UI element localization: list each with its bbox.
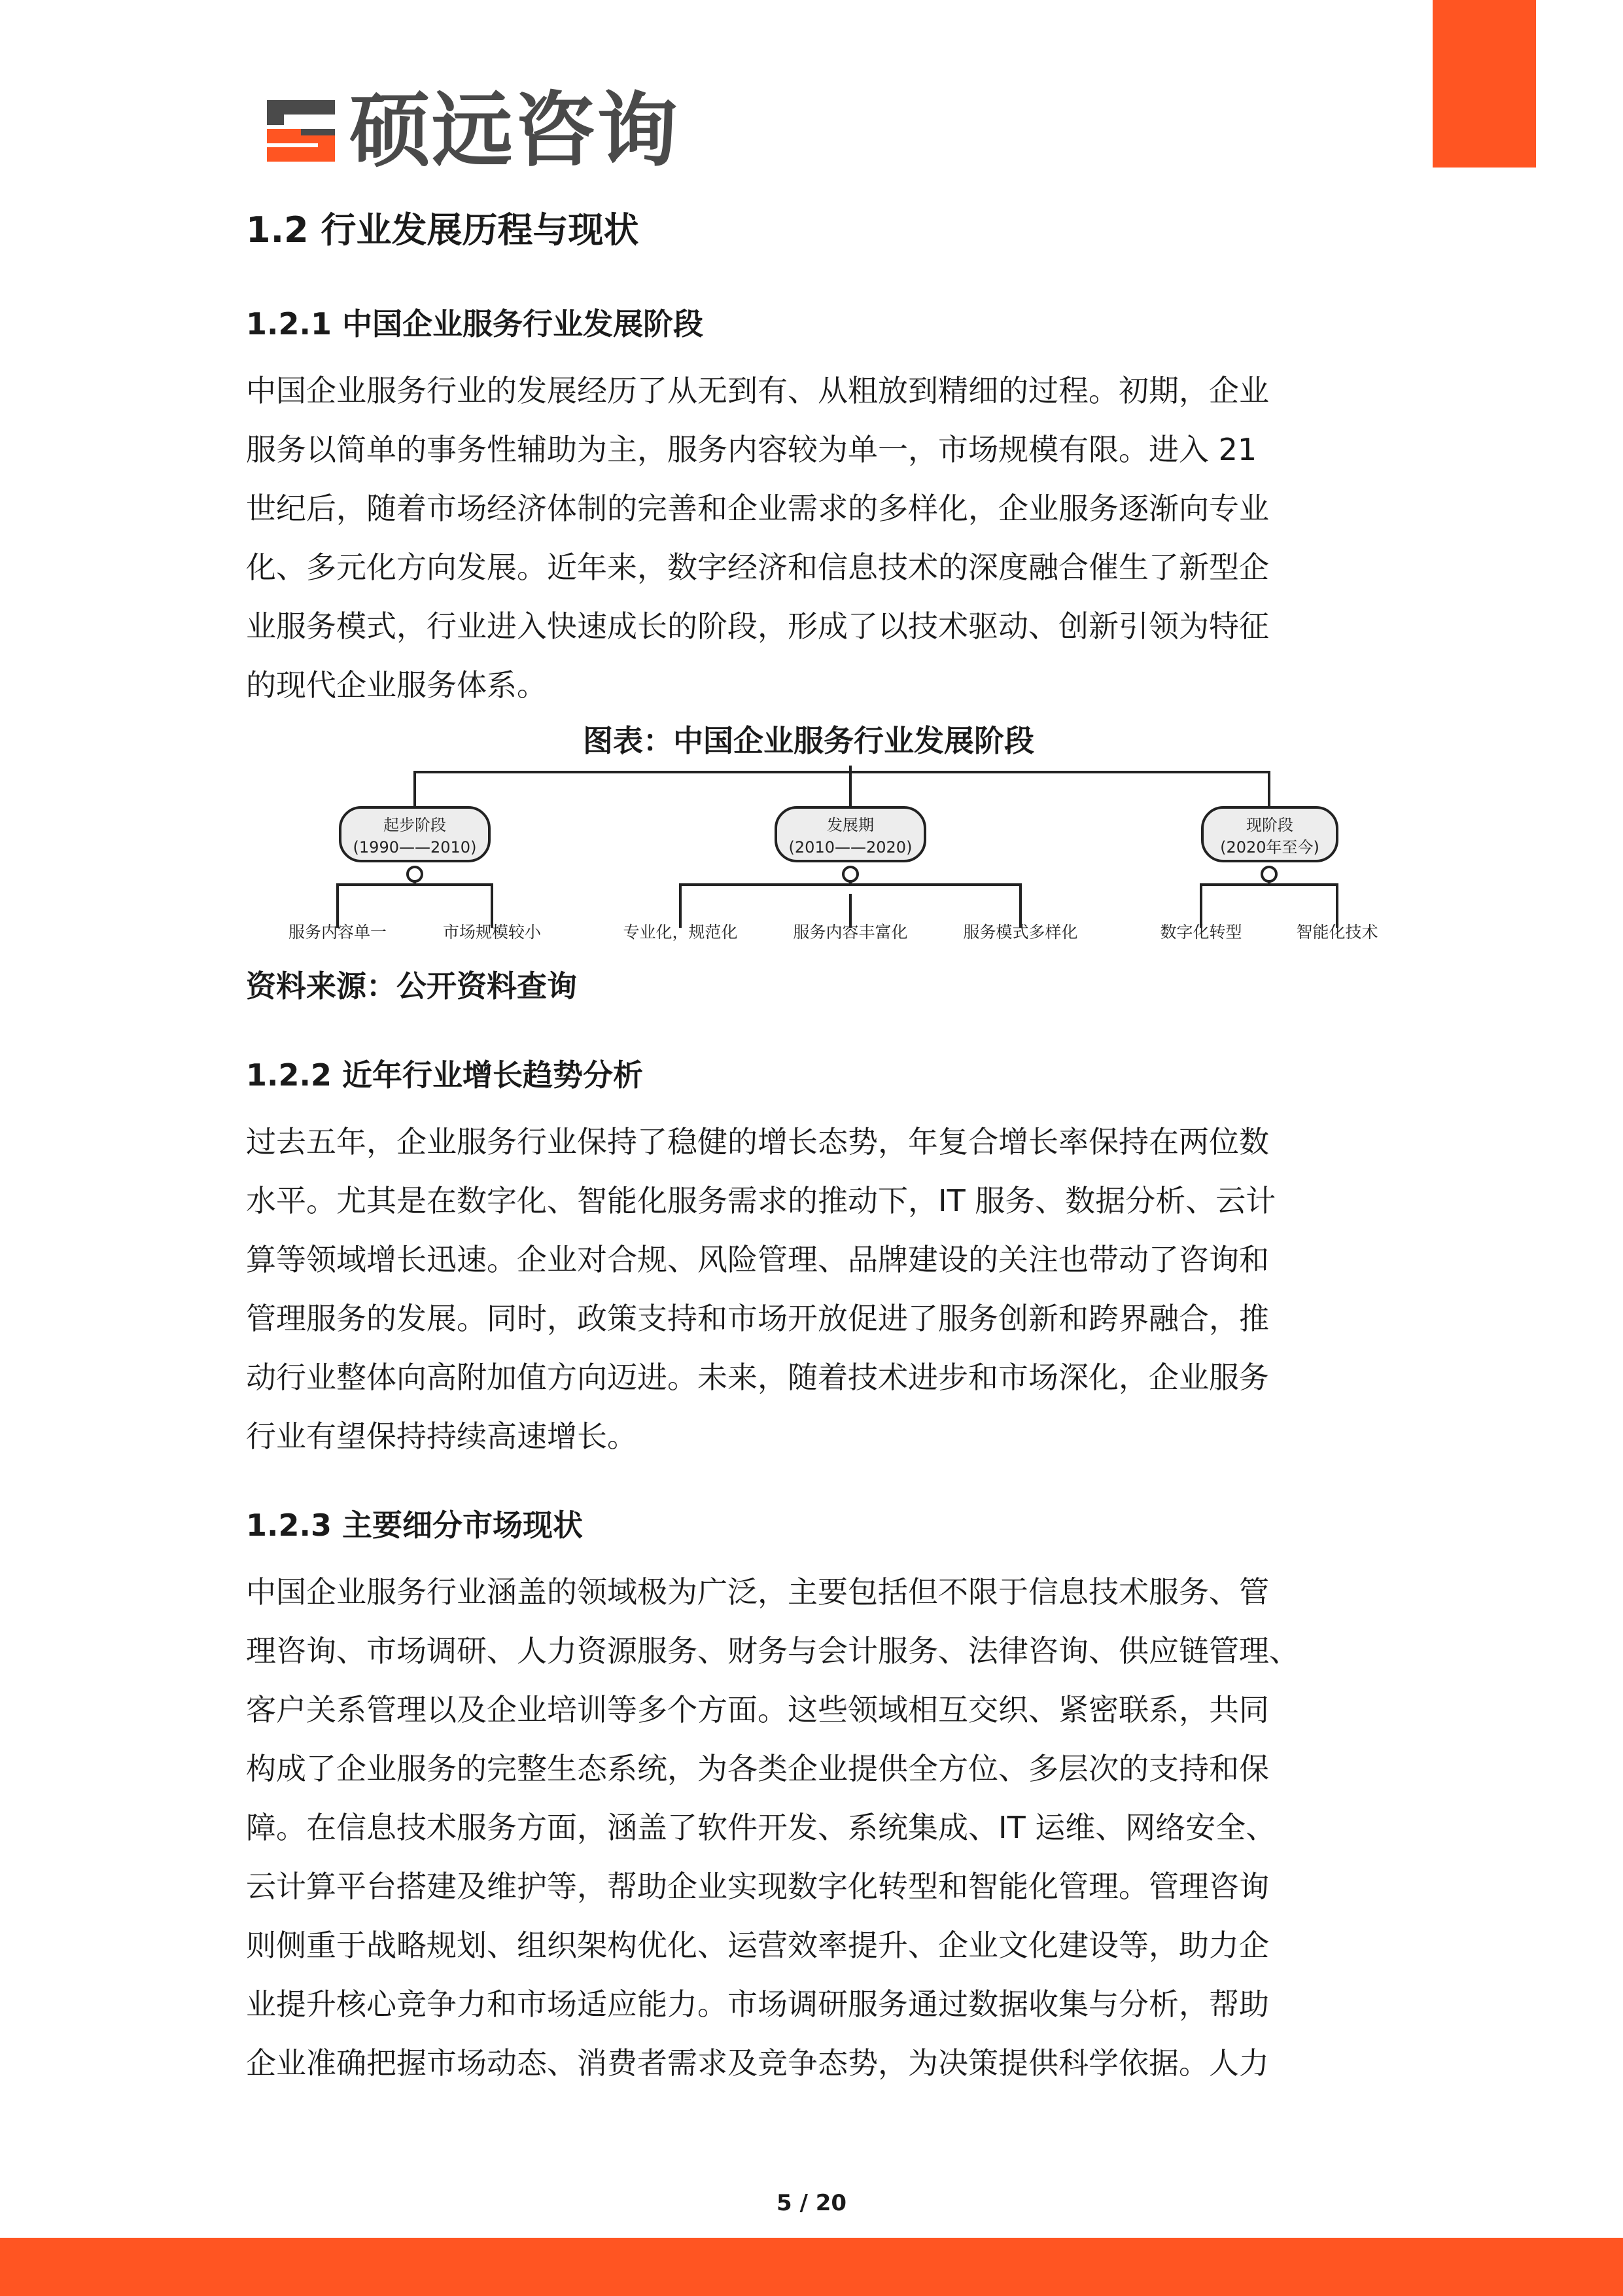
figure-title: 图表：中国企业服务行业发展阶段	[583, 723, 1034, 758]
stage-period: (2010——2020)	[788, 838, 913, 857]
stage-diagram	[246, 759, 1397, 955]
text-line: 业服务模式，行业进入快速成长的阶段，形成了以技术驱动、创新引领为特征	[246, 609, 1269, 644]
section-heading-1-2-2: 1.2.2 近年行业增长趋势分析	[246, 1057, 643, 1093]
text-line: 企业准确把握市场动态、消费者需求及竞争态势，为决策提供科学依据。人力	[246, 2045, 1269, 2081]
corner-accent-tab	[1433, 0, 1536, 168]
text-line: 的现代企业服务体系。	[246, 667, 547, 703]
stage-period: (1990——2010)	[353, 838, 477, 857]
text-line: 管理服务的发展。同时，政策支持和市场开放促进了服务创新和跨界融合，推	[246, 1301, 1269, 1336]
stage-period: (2020年至今)	[1220, 838, 1319, 857]
stage-1-connector-dot	[408, 867, 422, 881]
section-heading-1-2-1: 1.2.1 中国企业服务行业发展阶段	[246, 306, 703, 342]
paragraph-1-2-1	[246, 361, 1371, 715]
page-number: 5 / 20	[776, 2190, 847, 2216]
text-line: 中国企业服务行业涵盖的领域极为广泛，主要包括但不限于信息技术服务、管	[246, 1574, 1269, 1610]
stage-node-startup	[339, 806, 491, 862]
text-line: 障。在信息技术服务方面，涵盖了软件开发、系统集成、IT 运维、网络安全、	[246, 1810, 1276, 1845]
text-line: 水平。尤其是在数字化、智能化服务需求的推动下，IT 服务、数据分析、云计	[246, 1183, 1276, 1218]
text-line: 算等领域增长迅速。企业对合规、风险管理、品牌建设的关注也带动了咨询和	[246, 1242, 1269, 1277]
text-line: 构成了企业服务的完整生态系统，为各类企业提供全方位、多层次的支持和保	[246, 1751, 1269, 1786]
text-line: 客户关系管理以及企业培训等多个方面。这些领域相互交织、紧密联系，共同	[246, 1692, 1269, 1727]
s-mark-icon	[262, 95, 340, 167]
paragraph-1-2-3	[246, 1563, 1371, 2093]
text-line: 则侧重于战略规划、组织架构优化、运营效率提升、企业文化建设等，助力企	[246, 1928, 1269, 1963]
text-line: 业提升核心竞争力和市场适应能力。市场调研服务通过数据收集与分析，帮助	[246, 1987, 1269, 2022]
stage-item: 服务模式多样化	[963, 923, 1078, 942]
text-line: 服务以简单的事务性辅助为主，服务内容较为单一，市场规模有限。进入 21	[246, 432, 1257, 467]
stage-item: 服务内容丰富化	[793, 923, 908, 942]
text-line: 化、多元化方向发展。近年来，数字经济和信息技术的深度融合催生了新型企	[246, 550, 1269, 585]
brand-logo	[262, 84, 680, 178]
stage-item: 专业化，规范化	[623, 923, 738, 942]
stage-item: 服务内容单一	[288, 923, 387, 942]
stage-item: 数字化转型	[1160, 923, 1242, 942]
stage-name: 起步阶段	[383, 816, 446, 834]
stage-name: 现阶段	[1246, 816, 1293, 834]
figure-source: 资料来源：公开资料查询	[246, 968, 577, 1004]
text-line: 中国企业服务行业的发展经历了从无到有、从粗放到精细的过程。初期，企业	[246, 373, 1269, 408]
section-heading-1-2-3: 1.2.3 主要细分市场现状	[246, 1508, 583, 1543]
brand-name: 硕远咨询	[349, 84, 680, 178]
text-line: 行业有望保持持续高速增长。	[246, 1419, 637, 1454]
stage-2-connector-dot	[843, 867, 858, 881]
text-line: 动行业整体向高附加值方向迈进。未来，随着技术进步和市场深化，企业服务	[246, 1360, 1269, 1395]
stage-name: 发展期	[827, 816, 874, 834]
section-heading-1-2: 1.2 行业发展历程与现状	[246, 209, 639, 251]
paragraph-1-2-2	[246, 1112, 1371, 1466]
text-line: 理咨询、市场调研、人力资源服务、财务与会计服务、法律咨询、供应链管理、	[246, 1633, 1299, 1669]
stage-item: 市场规模较小	[442, 923, 542, 942]
text-line: 世纪后，随着市场经济体制的完善和企业需求的多样化，企业服务逐渐向专业	[246, 491, 1269, 526]
text-line: 过去五年，企业服务行业保持了稳健的增长态势，年复合增长率保持在两位数	[246, 1124, 1269, 1159]
stage-3-connector-dot	[1262, 867, 1276, 881]
stage-node-current	[1201, 806, 1338, 862]
footer-accent-band	[0, 2238, 1623, 2296]
stage-item: 智能化技术	[1296, 923, 1378, 942]
text-line: 云计算平台搭建及维护等，帮助企业实现数字化转型和智能化管理。管理咨询	[246, 1869, 1269, 1904]
stage-node-growth	[775, 806, 926, 862]
